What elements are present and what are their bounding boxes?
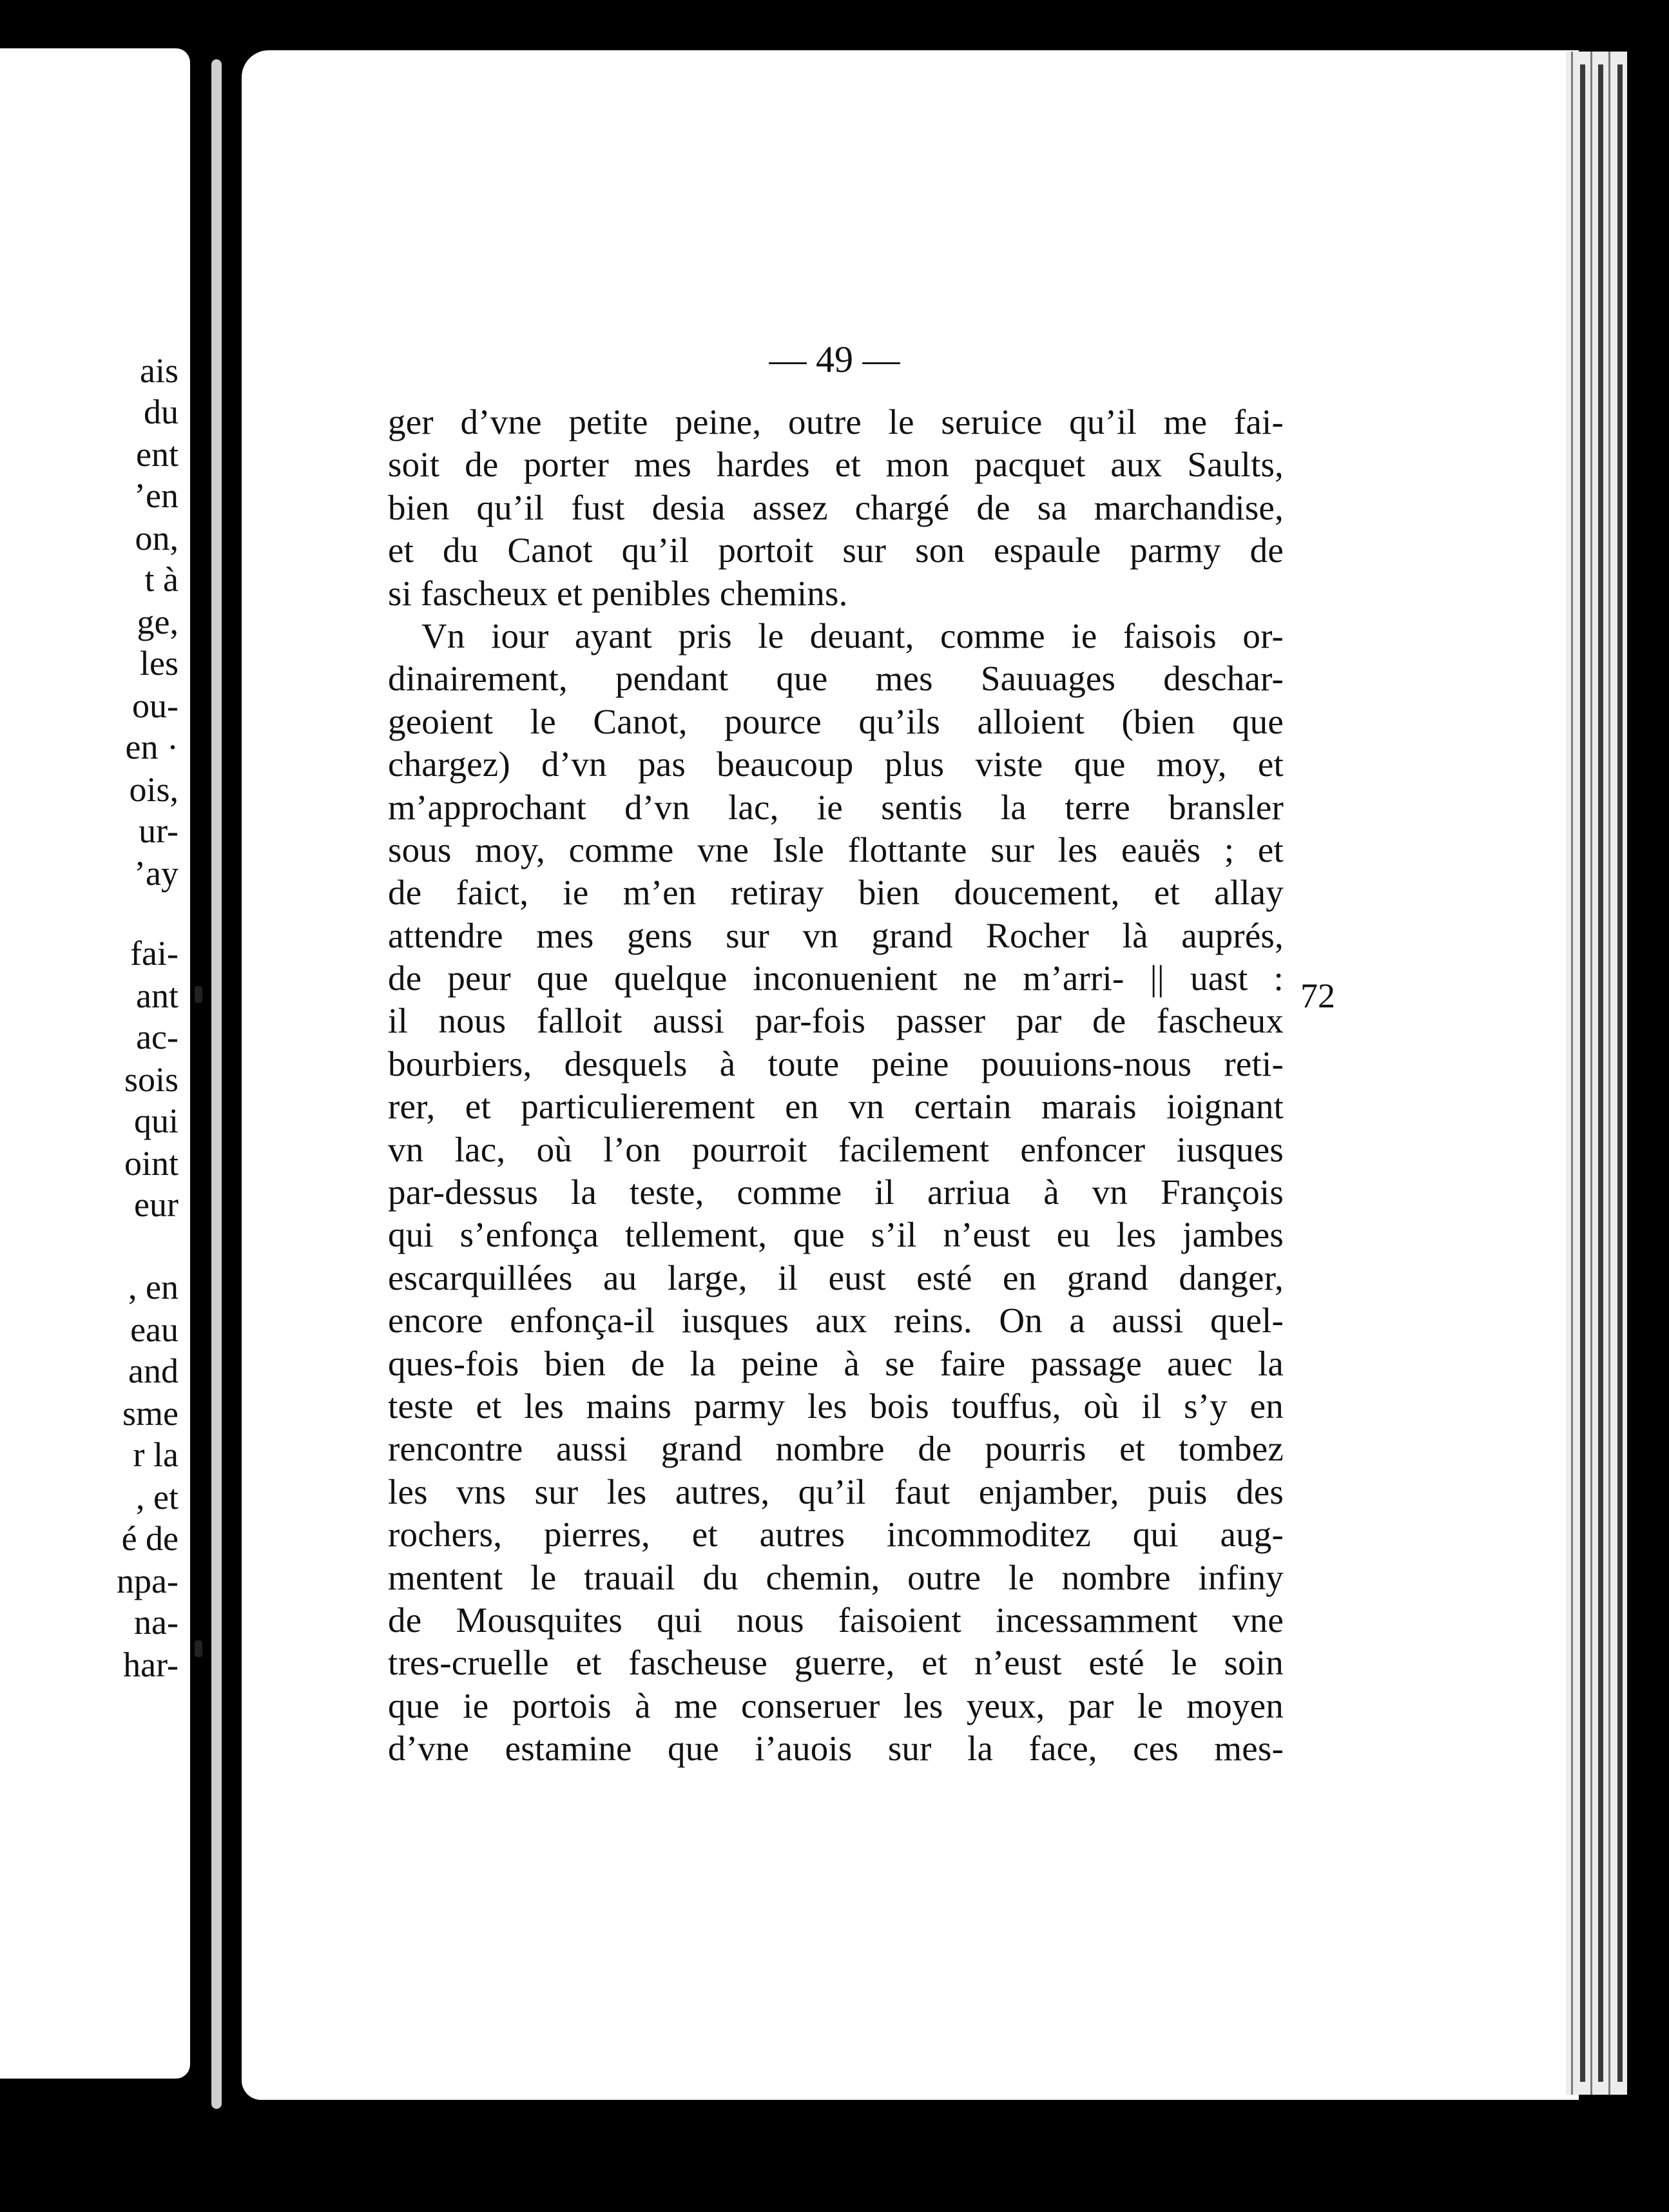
- left-page-fragment: ais: [140, 351, 178, 390]
- page-edges: [1566, 52, 1627, 2095]
- text-line: chargez) d’vn pas beaucoup plus viste que moy, et: [388, 744, 1284, 784]
- left-page-fragment: har-: [123, 1645, 178, 1684]
- text-line: qui s’enfonça tellement, que s’il n’eust eu les jambes: [388, 1215, 1284, 1255]
- left-page-fragment: ac-: [136, 1018, 178, 1056]
- left-page-fragment: du: [144, 393, 178, 431]
- page-edge-band: [1598, 64, 1603, 2082]
- text-line: mentent le trauail du chemin, outre le nombre infiny: [388, 1557, 1284, 1597]
- text-line: et du Canot qu’il portoit sur son espaule parmy de: [388, 530, 1284, 570]
- text-line: soit de porter mes hardes et mon pacquet aux Saults,: [388, 445, 1284, 485]
- left-page-fragment: on,: [135, 519, 178, 558]
- page-edge-line: [1571, 52, 1573, 2095]
- left-page-fragment: ’ay: [134, 854, 178, 893]
- text-line: rencontre aussi grand nombre de pourris et tombez: [388, 1429, 1284, 1469]
- left-page-fragment: npa-: [117, 1562, 178, 1600]
- left-page-fragment: ois,: [129, 770, 178, 809]
- left-page-fragment: , en: [128, 1268, 178, 1306]
- book-spine: [211, 59, 222, 2109]
- text-line: vn lac, où l’on pourroit facilement enfoncer iusques: [388, 1129, 1284, 1169]
- page-edge-line: [1608, 52, 1610, 2095]
- left-page-fragment: na-: [134, 1603, 178, 1642]
- text-line: attendre mes gens sur vn grand Rocher là auprés,: [388, 915, 1284, 955]
- left-page-fragment: ou-: [132, 686, 178, 725]
- left-page-fragment: les: [140, 644, 178, 683]
- body-text: [388, 401, 1284, 1771]
- text-line: de Mousquites qui nous faisoient incessamment vne: [388, 1600, 1284, 1640]
- left-page-fragment: qui: [133, 1101, 178, 1140]
- text-line: si fascheux et penibles chemins.: [388, 573, 848, 613]
- left-page-fragment: oint: [124, 1144, 178, 1183]
- gutter-mark: [195, 986, 202, 1003]
- text-line: Vn iour ayant pris le deuant, comme ie faisois or-: [421, 616, 1284, 655]
- text-line: par-dessus la teste, comme il arriua à vn François: [388, 1172, 1284, 1212]
- left-page-fragment: sme: [122, 1394, 178, 1433]
- left-page-fragment: ant: [136, 976, 178, 1015]
- left-page-fragment: é de: [121, 1519, 178, 1558]
- margin-note: 72: [1300, 976, 1335, 1015]
- gutter-mark: [195, 1640, 202, 1657]
- text-line: encore enfonça-il iusques aux reins. On a aussi quel-: [388, 1301, 1284, 1341]
- page-number: — 49 —: [769, 338, 900, 380]
- text-line: bien qu’il fust desia assez chargé de sa marchandise,: [388, 487, 1284, 527]
- left-page-fragment: eur: [134, 1185, 178, 1224]
- text-line: tres-cruelle et fascheuse guerre, et n’eust esté le soin: [388, 1643, 1284, 1683]
- text-line: geoient le Canot, pource qu’ils alloient (bien que: [388, 701, 1284, 741]
- text-line: que ie portois à me conseruer les yeux, par le moyen: [388, 1685, 1284, 1725]
- left-page-fragment: ent: [136, 435, 178, 474]
- text-line: teste et les mains parmy les bois touffus, où il s’y en: [388, 1386, 1284, 1426]
- left-page-fragment: and: [128, 1352, 178, 1390]
- text-line: escarquillées au large, il eust esté en grand danger,: [388, 1257, 1284, 1297]
- page-edge-line: [1590, 52, 1592, 2095]
- text-line: ger d’vne petite peine, outre le seruice qu’il me fai-: [388, 402, 1284, 441]
- left-page-fragment: sois: [124, 1060, 178, 1099]
- left-page: [0, 48, 190, 2079]
- page-edge-band: [1617, 64, 1623, 2082]
- left-page-fragment: fai-: [130, 934, 178, 973]
- text-line: m’approchant d’vn lac, ie sentis la terre bransler: [388, 787, 1284, 827]
- page-edge-band: [1580, 64, 1585, 2082]
- text-line: il nous falloit aussi par-fois passer par de fascheux: [388, 1001, 1284, 1041]
- left-page-fragment: ge,: [137, 603, 178, 641]
- left-page-fragment: t à: [144, 560, 178, 599]
- left-page-fragment: ur-: [139, 811, 178, 850]
- text-line: d’vne estamine que i’auois sur la face, ces mes-: [388, 1729, 1284, 1769]
- text-line: ques-fois bien de la peine à se faire passage auec la: [388, 1343, 1284, 1383]
- left-page-fragment: en ·: [125, 728, 178, 766]
- text-line: sous moy, comme vne Isle flottante sur les eauës ; et: [388, 830, 1284, 869]
- left-page-fragment: r la: [133, 1435, 178, 1474]
- text-line: dinairement, pendant que mes Sauuages deschar-: [388, 659, 1284, 699]
- text-line: rochers, pierres, et autres incommoditez qui aug-: [388, 1515, 1284, 1555]
- text-line: de faict, ie m’en retiray bien doucement, et allay: [388, 873, 1284, 913]
- text-line: de peur que quelque inconuenient ne m’arri- || uast :: [388, 958, 1284, 998]
- left-page-fragment: eau: [130, 1310, 178, 1349]
- left-page-fragment: ’en: [134, 476, 178, 515]
- left-page-fragment: , et: [136, 1478, 178, 1517]
- text-line: les vns sur les autres, qu’il faut enjamber, puis des: [388, 1471, 1284, 1511]
- text-line: bourbiers, desquels à toute peine pouuions-nous reti-: [388, 1043, 1284, 1083]
- text-line: rer, et particulierement en vn certain marais ioignant: [388, 1087, 1284, 1127]
